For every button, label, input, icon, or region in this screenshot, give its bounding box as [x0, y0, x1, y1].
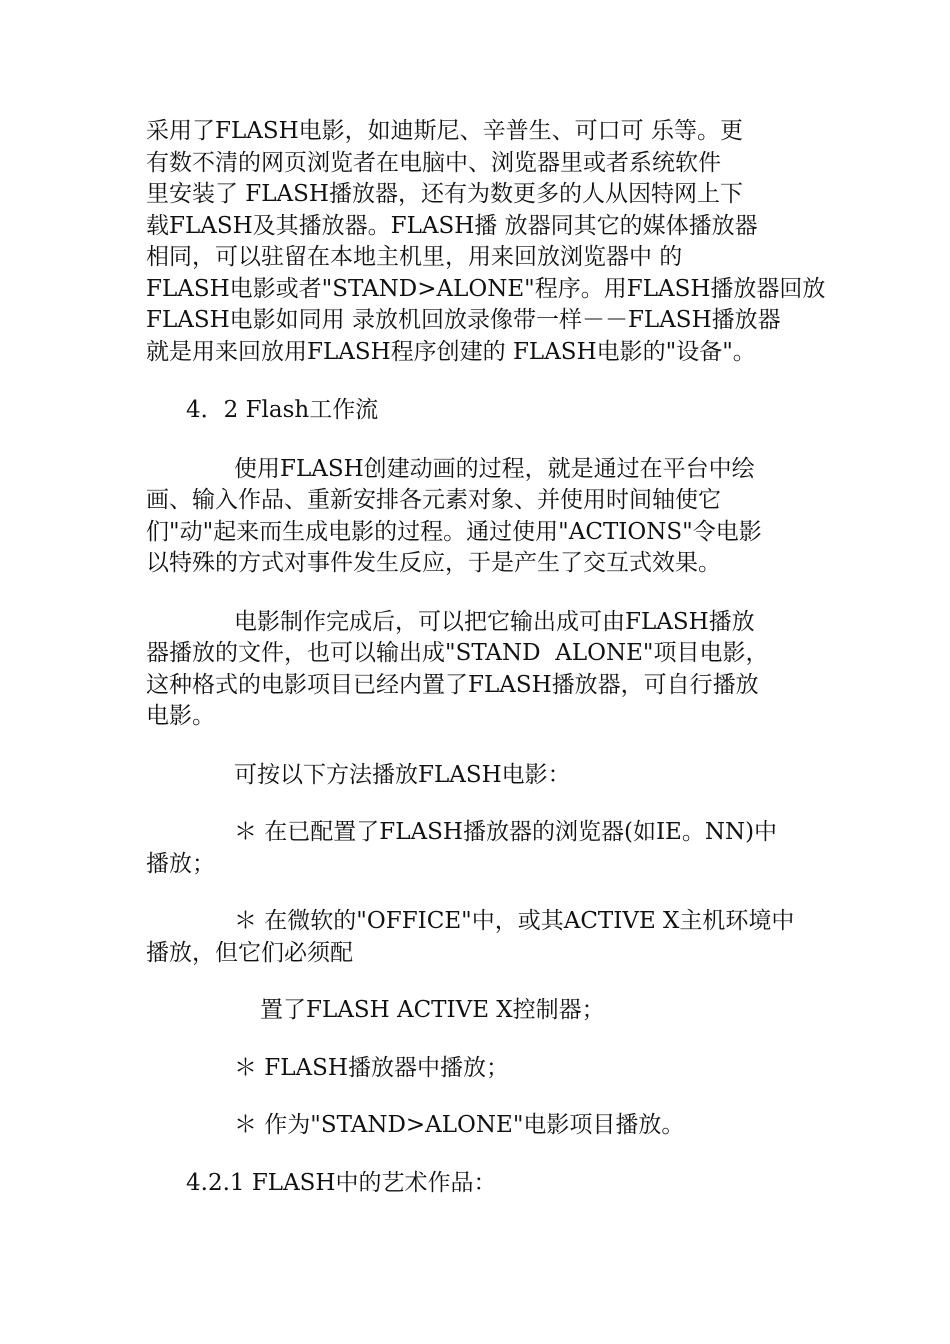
paragraph-line: 使用FLASH创建动画的过程，就是通过在平台中绘 [234, 455, 755, 482]
paragraph-line: 们"动"起来而生成电影的过程。通过使用"ACTIONS"令电影 [146, 518, 762, 545]
intro-line: 里安装了 FLASH播放器，还有为数更多的人从因特网上下 [146, 181, 743, 207]
bullet-item [146, 1053, 816, 1085]
subsection-heading: 4.2.1 FLASH中的艺术作品： [186, 1169, 497, 1196]
paragraph-line: 这种格式的电影项目已经内置了FLASH播放器，可自行播放 [146, 671, 759, 698]
bullet-line: 置了FLASH ACTIVE X控制器； [260, 997, 605, 1023]
paragraph-line: 器播放的文件，也可以输出成"STAND ALONE"项目电影， [146, 640, 769, 666]
intro-line: 有数不清的网页浏览者在电脑中、浏览器里或者系统软件 [146, 149, 721, 176]
paragraph-line: 画、输入作品、重新安排各元素对象、并使用时间轴使它 [146, 487, 721, 513]
paragraph-line: 可按以下方法播放FLASH电影： [234, 761, 571, 788]
bullet-line: ＊ 在已配置了FLASH播放器的浏览器(如IE。NN)中 [234, 819, 778, 845]
intro-paragraph [146, 116, 826, 368]
section-heading: 4．2 Flash工作流 [186, 397, 379, 423]
output-paragraph [146, 607, 816, 733]
intro-line: FLASH电影如同用 录放机回放录像带一样－－FLASH播放器 [146, 307, 781, 333]
bullet-line: 播放，但它们必须配 [146, 939, 353, 966]
bullet-item [146, 906, 816, 969]
paragraph-line: 以特殊的方式对事件发生反应，于是产生了交互式效果。 [146, 550, 721, 576]
intro-line: 载FLASH及其播放器。FLASH播 放器同其它的媒体播放器 [146, 212, 758, 239]
playback-intro-paragraph [146, 760, 816, 792]
intro-line: 相同，可以驻留在本地主机里，用来回放浏览器中 的 [146, 244, 683, 270]
bullet-line: ＊ FLASH播放器中播放； [234, 1054, 509, 1081]
bullet-line: 播放； [146, 850, 215, 877]
bullet-line: ＊ 作为"STAND>ALONE"电影项目播放。 [234, 1112, 685, 1138]
bullet-item [146, 1110, 816, 1142]
bullet-item [146, 817, 816, 880]
paragraph-line: 电影。 [146, 703, 215, 729]
workflow-paragraph [146, 454, 816, 580]
intro-line: 采用了FLASH电影，如迪斯尼、辛普生、可口可 乐等。更 [146, 118, 743, 144]
document-page [146, 116, 826, 1199]
paragraph-line: 电影制作完成后，可以把它输出成可由FLASH播放 [234, 608, 755, 635]
intro-line: 就是用来回放用FLASH程序创建的 FLASH电影的"设备"。 [146, 338, 756, 365]
bullet-continuation [146, 995, 816, 1027]
intro-line: FLASH电影或者"STAND>ALONE"程序。用FLASH播放器回放 [146, 275, 826, 302]
bullet-line: ＊ 在微软的"OFFICE"中，或其ACTIVE X主机环境中 [234, 908, 795, 934]
